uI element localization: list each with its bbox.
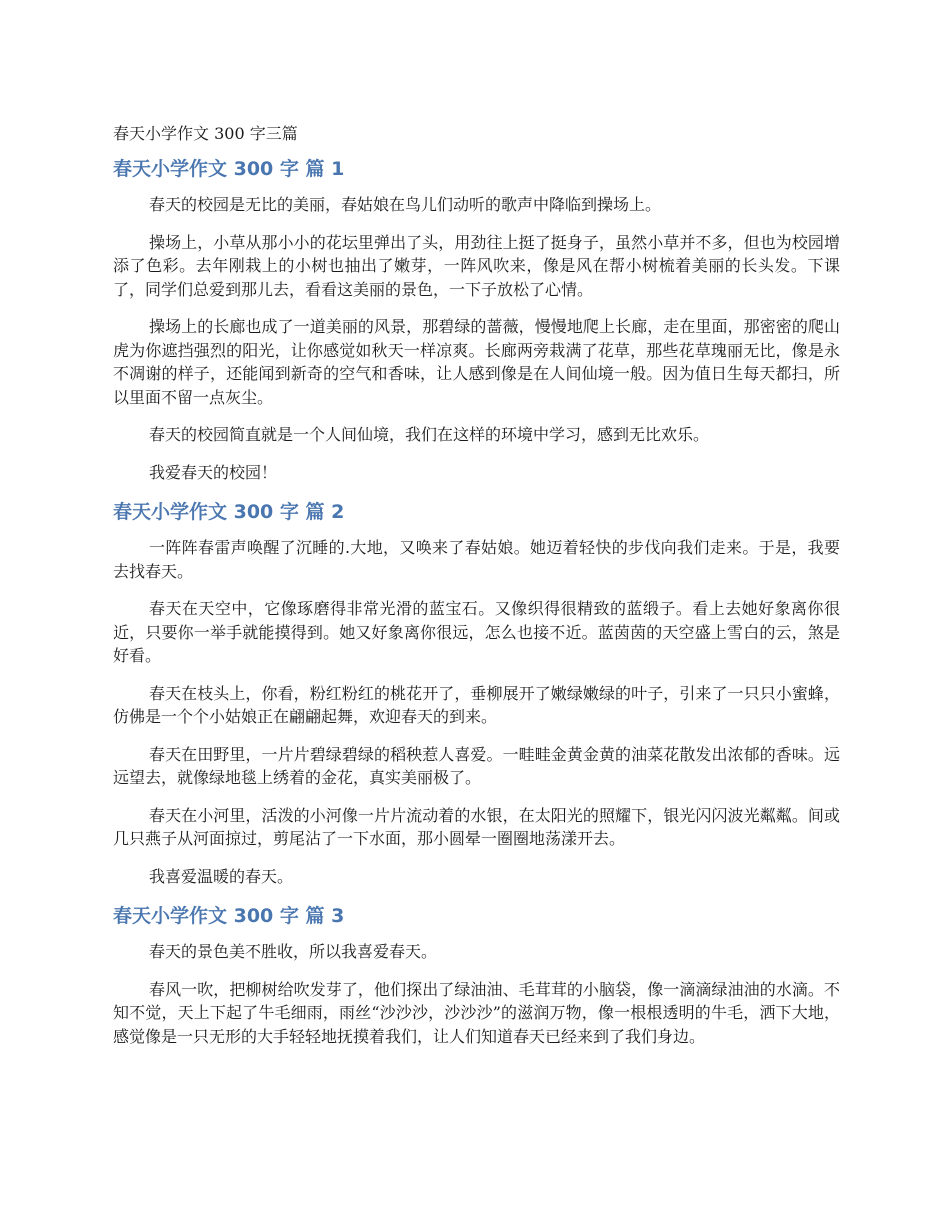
paragraph: 春天在田野里，一片片碧绿碧绿的稻秧惹人喜爱。一畦畦金黄金黄的油菜花散发出浓郁的香味。远远望去，就像绿地毯上绣着的金花，真实美丽极了。 (113, 744, 840, 787)
paragraph: 春天的校园是无比的美丽，春姑娘在鸟儿们动听的歌声中降临到操场上。 (149, 195, 662, 214)
paragraph: 春风一吹，把柳树给吹发芽了，他们探出了绿油油、毛茸茸的小脑袋，像一滴滴绿油油的水滴。不知不觉，天上下起了牛毛细雨，雨丝“沙沙沙，沙沙沙”的滋润万物，像一根根透明的牛毛，洒下大地，感觉像是一只无形的大手轻轻地抚摸着我们，让人们知道春天已经来到了我们身边。 (113, 979, 840, 1046)
section-heading-3: 春天小学作文 300 字 篇 3 (113, 905, 345, 927)
essay-section-1 (113, 155, 840, 484)
essay-section-3 (113, 902, 840, 1048)
document-title: 春天小学作文 300 字三篇 (113, 124, 298, 143)
essay-section-2 (113, 498, 840, 888)
paragraph: 春天在枝头上，你看，粉红粉红的桃花开了，垂柳展开了嫩绿嫩绿的叶子，引来了一只只小蜜蜂，仿佛是一个个小姑娘正在翩翩起舞，欢迎春天的到来。 (113, 683, 840, 726)
paragraph: 操场上，小草从那小小的花坛里弹出了头，用劲往上挺了挺身子，虽然小草并不多，但也为校园增添了色彩。去年刚栽上的小树也抽出了嫩芽，一阵风吹来，像是风在帮小树梳着美丽的长头发。下课了，同学们总爱到那儿去，看看这美丽的景色，一下子放松了心情。 (113, 232, 840, 299)
paragraph: 春天的景色美不胜收，所以我喜爱春天。 (149, 942, 438, 961)
document-page (113, 121, 840, 1062)
paragraph: 春天在天空中，它像琢磨得非常光滑的蓝宝石。又像织得很精致的蓝缎子。看上去她好象离你很近，只要你一举手就能摸得到。她又好象离你很远，怎么也接不近。蓝茵茵的天空盛上雪白的云，煞是好看。 (113, 599, 840, 665)
paragraph: 我爱春天的校园！ (149, 462, 278, 482)
paragraph: 春天在小河里，活泼的小河像一片片流动着的水银，在太阳光的照耀下，银光闪闪波光粼粼。间或几只燕子从河面掠过，剪尾沾了一下水面，那小圆晕一圈圈地荡漾开去。 (113, 805, 840, 848)
paragraph: 我喜爱温暖的春天。 (149, 866, 294, 886)
section-heading-2: 春天小学作文 300 字 篇 2 (113, 501, 345, 523)
paragraph: 一阵阵春雷声唤醒了沉睡的.大地，又唤来了春姑娘。她迈着轻快的步伐向我们走来。于是，我要去找春天。 (113, 538, 840, 581)
paragraph: 操场上的长廊也成了一道美丽的风景，那碧绿的蔷薇，慢慢地爬上长廊，走在里面，那密密的爬山虎为你遮挡强烈的阳光，让你感觉如秋天一样凉爽。长廊两旁栽满了花草，那些花草瑰丽无比，像是永不凋谢的样子，还能闻到新奇的空气和香味，让人感到像是在人间仙境一般。因为值日生每天都扫，所以里面不留一点灰尘。 (113, 317, 840, 407)
paragraph: 春天的校园简直就是一个人间仙境，我们在这样的环境中学习，感到无比欢乐。 (149, 425, 710, 444)
section-heading-1: 春天小学作文 300 字 篇 1 (113, 158, 345, 180)
